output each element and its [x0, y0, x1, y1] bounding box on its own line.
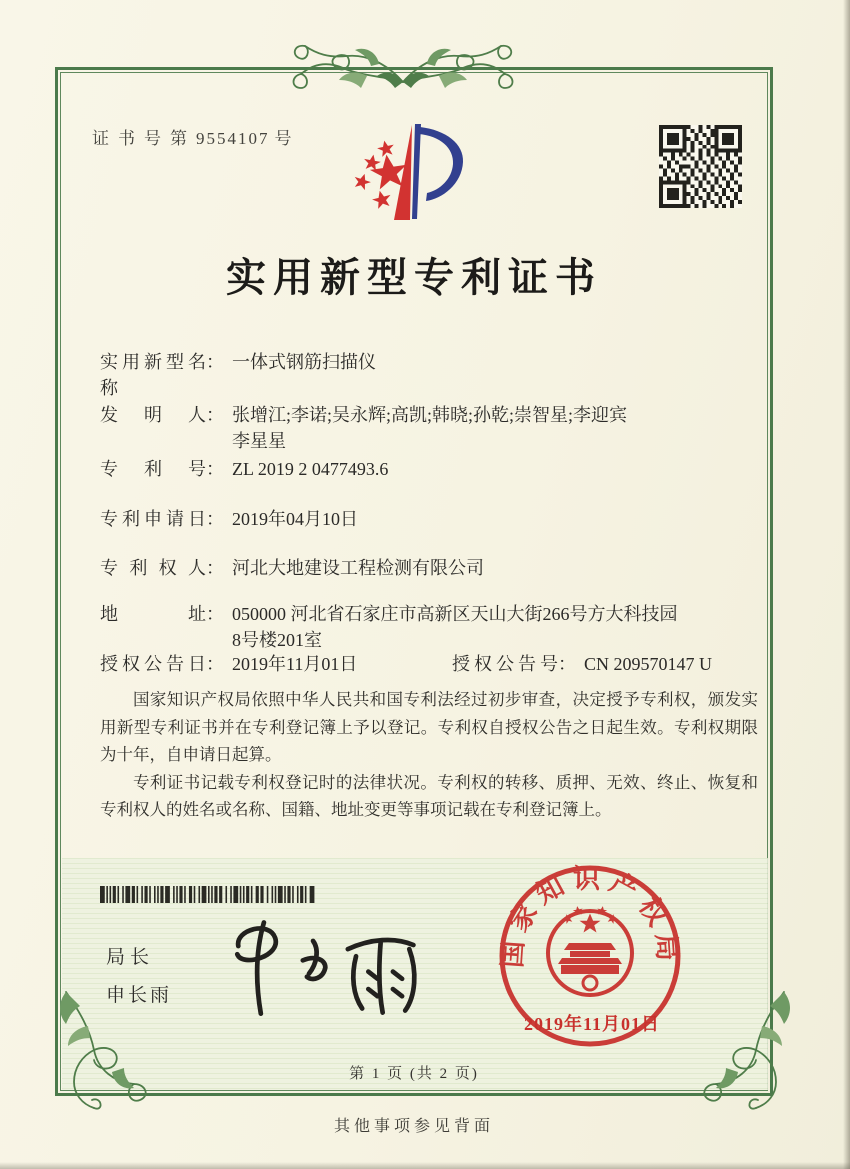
national-emblem	[548, 905, 632, 995]
field-label: 地址	[100, 604, 206, 624]
field-value: 2019年11月01日	[232, 654, 358, 674]
qr-code	[659, 125, 742, 208]
field-value: 河北大地建设工程检测有限公司	[232, 558, 484, 578]
border-ornament-top-icon	[283, 36, 523, 98]
field-label: 授权公告号	[452, 654, 558, 674]
field-filing-date: 专利申请日： 2019年04月10日	[100, 506, 358, 532]
field-label: 发明人	[100, 405, 206, 425]
field-label: 实用新型名称	[100, 352, 206, 398]
field-grant-number: 授权公告号： CN 209570147 U	[452, 651, 712, 677]
page-indicator: 第 1 页 (共 2 页)	[349, 1066, 479, 1082]
field-patent-number: 专利号： ZL 2019 2 0477493.6	[100, 456, 388, 482]
director-title: 局长	[106, 947, 155, 968]
field-address: 地址： 050000 河北省石家庄市高新区天山大街266号方大科技园 8号楼201室	[100, 601, 678, 653]
field-patentee: 专利权人： 河北大地建设工程检测有限公司	[100, 555, 484, 581]
field-utility-model-name: 实用新型名称： 一体式钢筋扫描仪	[100, 349, 376, 401]
field-value-line2: 李星星	[232, 431, 286, 451]
field-label: 专利号	[100, 459, 206, 479]
border-ornament-bottom-right-icon	[692, 986, 804, 1114]
field-value: ZL 2019 2 0477493.6	[232, 459, 389, 479]
certificate-number-suffix: 号	[274, 129, 292, 148]
field-grant-row: 授权公告日： 2019年11月01日 授权公告号： CN 209570147 U	[100, 651, 760, 677]
certificate-title: 实用新型专利证书	[226, 255, 602, 300]
field-label: 授权公告日	[100, 654, 206, 674]
scan-edge-shadow-right	[843, 0, 850, 1169]
barcode	[100, 886, 316, 903]
seal-date: 2019年11月01日	[523, 1014, 660, 1034]
cnipa-logo-icon	[338, 102, 472, 238]
back-side-note: 其他事项参见背面	[333, 1118, 494, 1135]
field-value: 2019年04月10日	[232, 509, 358, 529]
field-value: CN 209570147 U	[584, 654, 713, 674]
legal-text	[100, 686, 758, 824]
seal-organization-text: 国家知识产权局	[497, 864, 683, 969]
director-name: 申长雨	[106, 985, 173, 1006]
legal-paragraph-1: 国家知识产权局依照中华人民共和国专利法经过初步审查，决定授予专利权，颁发实用新型专利证书并在专利登记簿上予以登记。专利权自授权公告之日起生效。专利权期限为十年，自申请日起算。	[100, 690, 758, 764]
field-value-line2: 8号楼201室	[232, 630, 322, 650]
certificate-number-digits: 9554107	[196, 129, 270, 148]
field-label: 专利权人	[100, 558, 206, 578]
field-value: 一体式钢筋扫描仪	[232, 352, 376, 372]
certificate-number-prefix: 证书号第	[92, 129, 196, 148]
field-value: 张增江;李诺;吴永辉;高凯;韩晓;孙乾;崇智星;李迎宾	[232, 405, 628, 425]
legal-paragraph-2: 专利证书记载专利权登记时的法律状况。专利权的转移、质押、无效、终止、恢复和专利权人的姓名或名称、国籍、地址变更等事项记载在专利登记簿上。	[100, 772, 758, 819]
field-inventors: 发明人： 张增江;李诺;吴永辉;高凯;韩晓;孙乾;崇智星;李迎宾 李星星	[100, 402, 627, 454]
field-label: 专利申请日	[100, 509, 206, 529]
certificate-number	[92, 124, 292, 149]
director-signature	[225, 913, 440, 1018]
scan-edge-shadow-bottom	[0, 1162, 850, 1169]
field-value: 050000 河北省石家庄市高新区天山大街266号方大科技园	[232, 604, 678, 624]
